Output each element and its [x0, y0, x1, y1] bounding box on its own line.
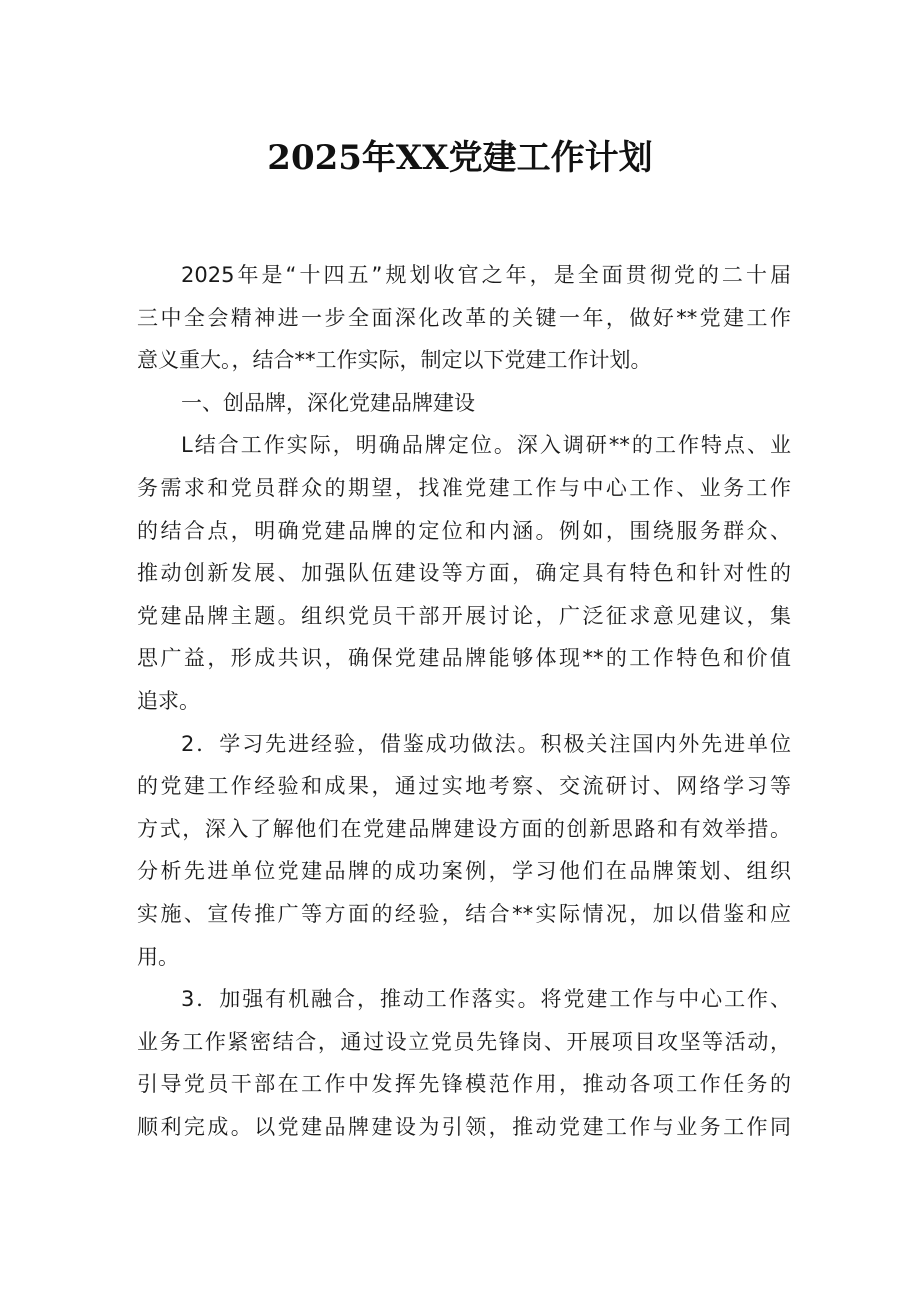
document-title: 2025年XX党建工作计划 — [267, 138, 653, 178]
body-line: 的结合点，明确党建品牌的定位和内涵。例如，围绕服务群众、 — [137, 518, 791, 543]
body-line: 用。 — [137, 944, 179, 969]
body-line: L结合工作实际，明确品牌定位。深入调研**的工作特点、业 — [181, 433, 791, 458]
body-line: 引导党员干部在工作中发挥先锋模范作用，推动各项工作任务的 — [137, 1072, 791, 1097]
body-line: 意义重大。，结合**工作实际，制定以下党建工作计划。 — [137, 348, 652, 373]
body-line: 务需求和党员群众的期望，找准党建工作与中心工作、业务工作 — [137, 475, 791, 500]
body-line: 党建品牌主题。组织党员干部开展讨论，广泛征求意见建议，集 — [137, 603, 791, 628]
body-line: 方式，深入了解他们在党建品牌建设方面的创新思路和有效举措。 — [137, 816, 791, 841]
body-line: 3．加强有机融合，推动工作落实。将党建工作与中心工作、 — [181, 987, 791, 1012]
body-line: 的党建工作经验和成果，通过实地考察、交流研讨、网络学习等 — [137, 774, 791, 799]
body-line: 2025年是“十四五”规划收官之年，是全面贯彻党的二十届 — [181, 263, 791, 287]
body-line: 业务工作紧密结合，通过设立党员先锋岗、开展项目攻坚等活动， — [137, 1029, 791, 1054]
body-line: 三中全会精神进一步全面深化改革的关键一年，做好**党建工作 — [137, 305, 791, 330]
body-line: 实施、宣传推广等方面的经验，结合**实际情况，加以借鉴和应 — [137, 901, 791, 926]
body-line: 顺利完成。以党建品牌建设为引领，推动党建工作与业务工作同 — [137, 1114, 791, 1139]
document-body — [137, 254, 791, 1148]
body-line: 分析先进单位党建品牌的成功案例，学习他们在品牌策划、组织 — [137, 859, 791, 884]
body-line: 2．学习先进经验，借鉴成功做法。积极关注国内外先进单位 — [181, 731, 791, 756]
body-line: 思广益，形成共识，确保党建品牌能够体现**的工作特色和价值 — [137, 646, 791, 671]
body-line: 一、创品牌，深化党建品牌建设 — [181, 390, 475, 415]
body-line: 推动创新发展、加强队伍建设等方面，确定具有特色和针对性的 — [137, 561, 791, 586]
body-line: 追求。 — [137, 688, 200, 713]
